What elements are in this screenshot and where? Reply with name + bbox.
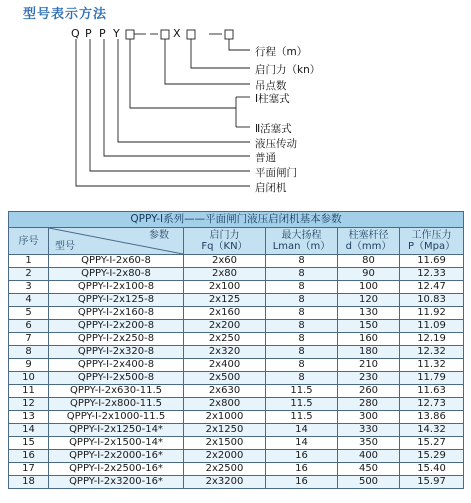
cell-seq: 14 [9,424,49,437]
table-row [9,255,464,268]
header-lman-line1: 最大扬程 [281,230,322,241]
cell-lman: 8 [266,307,338,320]
cell-model: QPPY-Ⅰ-2x320-8 [49,346,184,359]
cell-seq: 9 [9,359,49,372]
table-row [9,281,464,294]
table-row [9,320,464,333]
model-code-char-1: Q [71,27,80,40]
cell-d: 260 [338,385,400,398]
table-row [9,307,464,320]
cell-d: 80 [338,255,400,268]
cell-fq: 2x1500 [184,437,266,450]
cell-fq: 2x800 [184,398,266,411]
label-piston-type: Ⅱ活塞式 [255,123,292,135]
cell-d: 500 [338,476,400,489]
cell-fq: 2x1250 [184,424,266,437]
cell-lman: 8 [266,294,338,307]
cell-p: 11.92 [400,307,464,320]
table-title: QPPY-Ⅰ系列——平面闸门液压启闭机基本参数 [9,212,464,228]
cell-fq: 2x1000 [184,411,266,424]
cell-lman: 11.5 [266,385,338,398]
header-p-line1: 工作压力 [411,230,452,241]
header-p-line2: P（Mpa） [407,241,456,252]
cell-d: 450 [338,463,400,476]
header-lman [266,228,338,255]
label-hydraulic-drive: 液压传动 [255,138,297,150]
table-row [9,294,464,307]
cell-p: 11.79 [400,372,464,385]
label-stroke: 行程（m） [255,46,308,58]
cell-p: 15.29 [400,450,464,463]
table-row [9,411,464,424]
cell-seq: 16 [9,450,49,463]
header-d-line2: d（mm） [345,241,392,252]
cell-seq: 8 [9,346,49,359]
cell-seq: 10 [9,372,49,385]
label-plunger-type: Ⅰ柱塞式 [255,93,290,105]
cell-p: 15.97 [400,476,464,489]
cell-d: 160 [338,333,400,346]
label-lifting-points: 吊点数 [255,80,287,92]
cell-model: QPPY-Ⅰ-2x250-8 [49,333,184,346]
cell-fq: 2x500 [184,372,266,385]
header-model: 型号 [55,241,75,252]
parameter-table [8,211,464,489]
cell-model: QPPY-Ⅰ-2x3200-16* [49,476,184,489]
cell-model: QPPY-Ⅰ-2x60-8 [49,255,184,268]
cell-p: 12.19 [400,333,464,346]
cell-fq: 2x250 [184,333,266,346]
cell-seq: 18 [9,476,49,489]
header-fq-line2: Fq（KN） [201,241,248,252]
cell-model: QPPY-Ⅰ-2x800-11.5 [49,398,184,411]
cell-seq: 12 [9,398,49,411]
header-d [338,228,400,255]
table-row [9,385,464,398]
label-ordinary: 普通 [255,152,276,164]
cell-model: QPPY-Ⅰ-2x2500-16* [49,463,184,476]
cell-model: QPPY-Ⅰ-2x400-8 [49,359,184,372]
code-box-1 [126,30,134,39]
cell-p: 12.33 [400,268,464,281]
cell-d: 120 [338,294,400,307]
header-model-param [49,228,184,255]
model-code-separator: X [173,27,181,40]
cell-model: QPPY-Ⅰ-2x1250-14* [49,424,184,437]
header-fq-line1: 启门力 [209,230,240,241]
cell-model: QPPY-Ⅰ-2x630-11.5 [49,385,184,398]
cell-d: 90 [338,268,400,281]
code-box-3 [187,30,195,39]
cell-p: 10.83 [400,294,464,307]
cell-lman: 8 [266,346,338,359]
cell-d: 350 [338,437,400,450]
cell-d: 130 [338,307,400,320]
cell-lman: 8 [266,333,338,346]
cell-lman: 14 [266,424,338,437]
cell-fq: 2x100 [184,281,266,294]
page-heading: 型号表示方法 [23,7,108,22]
cell-p: 11.32 [400,359,464,372]
table-row [9,398,464,411]
cell-p: 14.32 [400,424,464,437]
cell-lman: 8 [266,281,338,294]
cell-lman: 11.5 [266,411,338,424]
cell-lman: 16 [266,476,338,489]
cell-seq: 4 [9,294,49,307]
table-row [9,268,464,281]
cell-p: 13.86 [400,411,464,424]
code-box-4 [225,30,233,39]
cell-seq: 6 [9,320,49,333]
table-row [9,463,464,476]
cell-fq: 2x3200 [184,476,266,489]
cell-model: QPPY-Ⅰ-2x80-8 [49,268,184,281]
cell-lman: 16 [266,463,338,476]
cell-d: 230 [338,372,400,385]
cell-fq: 2x2500 [184,463,266,476]
cell-fq: 2x80 [184,268,266,281]
table-row [9,372,464,385]
cell-lman: 8 [266,268,338,281]
table-row [9,450,464,463]
cell-model: QPPY-Ⅰ-2x1000-11.5 [49,411,184,424]
cell-p: 15.40 [400,463,464,476]
table-body [9,255,464,489]
cell-fq: 2x630 [184,385,266,398]
cell-d: 400 [338,450,400,463]
cell-fq: 2x400 [184,359,266,372]
cell-seq: 5 [9,307,49,320]
header-p [400,228,464,255]
model-code-char-2: P [85,27,92,40]
header-lman-line2: Lman（m） [272,241,331,252]
cell-lman: 8 [266,359,338,372]
cell-model: QPPY-Ⅰ-2x200-8 [49,320,184,333]
cell-d: 150 [338,320,400,333]
cell-fq: 2x60 [184,255,266,268]
cell-lman: 14 [266,437,338,450]
table-row [9,346,464,359]
cell-model: QPPY-Ⅰ-2x500-8 [49,372,184,385]
table-row [9,333,464,346]
cell-model: QPPY-Ⅰ-2x100-8 [49,281,184,294]
cell-d: 280 [338,398,400,411]
cell-fq: 2x2000 [184,450,266,463]
cell-p: 12.47 [400,281,464,294]
cell-lman: 8 [266,255,338,268]
cell-p: 15.27 [400,437,464,450]
cell-lman: 11.5 [266,398,338,411]
cell-seq: 11 [9,385,49,398]
cell-model: QPPY-Ⅰ-2x1500-14* [49,437,184,450]
cell-fq: 2x125 [184,294,266,307]
cell-fq: 2x200 [184,320,266,333]
cell-p: 11.63 [400,385,464,398]
cell-fq: 2x320 [184,346,266,359]
cell-lman: 8 [266,372,338,385]
cell-d: 300 [338,411,400,424]
cell-fq: 2x160 [184,307,266,320]
cell-p: 11.69 [400,255,464,268]
label-plane-gate: 平面闸门 [255,167,297,179]
cell-p: 11.09 [400,320,464,333]
cell-lman: 8 [266,320,338,333]
designation-diagram [0,0,471,205]
cell-seq: 17 [9,463,49,476]
header-param: 参数 [149,230,169,241]
cell-model: QPPY-Ⅰ-2x160-8 [49,307,184,320]
code-box-2 [161,30,169,39]
table-row [9,424,464,437]
label-hoist: 启闭机 [255,182,287,194]
model-code-char-4: Y [113,27,120,40]
cell-model: QPPY-Ⅰ-2x125-8 [49,294,184,307]
cell-p: 12.32 [400,346,464,359]
table-row [9,437,464,450]
cell-d: 180 [338,346,400,359]
label-opening-force: 启门力（kn） [255,64,321,76]
header-seq: 序号 [9,228,49,255]
table-row [9,359,464,372]
cell-seq: 1 [9,255,49,268]
cell-model: QPPY-Ⅰ-2x2000-16* [49,450,184,463]
cell-seq: 7 [9,333,49,346]
header-fq [184,228,266,255]
model-code-char-3: P [99,27,106,40]
table-row [9,476,464,489]
cell-seq: 3 [9,281,49,294]
cell-seq: 2 [9,268,49,281]
header-d-line1: 柱塞杆径 [348,230,389,241]
cell-d: 100 [338,281,400,294]
cell-d: 210 [338,359,400,372]
cell-p: 12.73 [400,398,464,411]
cell-seq: 13 [9,411,49,424]
cell-seq: 15 [9,437,49,450]
cell-d: 330 [338,424,400,437]
cell-lman: 16 [266,450,338,463]
